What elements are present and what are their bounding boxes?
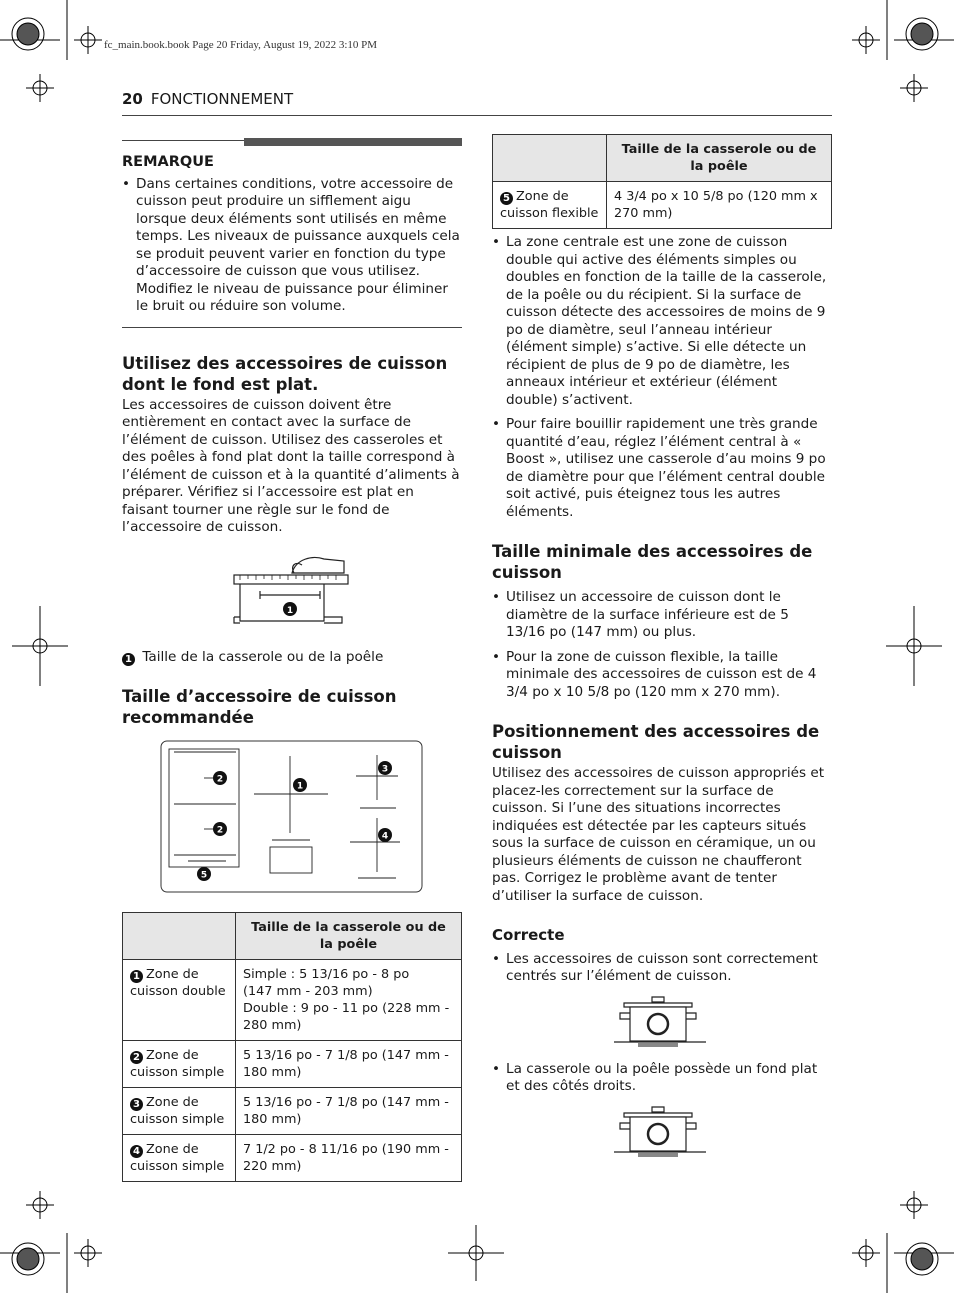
zone-number: 3 <box>130 1098 143 1111</box>
center-zone-list <box>492 234 832 521</box>
flat-heading: Utilisez des accessoires de cuisson dont le fond est plat. <box>122 353 448 394</box>
zone-cell <box>123 960 236 1041</box>
ruler-callout: 1 <box>286 605 294 616</box>
zone-number: 4 <box>130 1145 143 1158</box>
zone-number: 1 <box>130 970 143 983</box>
size-cell <box>236 1088 462 1135</box>
size-cell <box>236 960 462 1041</box>
right-column <box>492 134 832 1161</box>
diagram-label-2b: 2 <box>216 825 224 836</box>
zone-number: 2 <box>130 1051 143 1064</box>
correct-heading: Correcte <box>492 926 565 944</box>
size-line: 7 1/2 po - 8 11/16 po (190 mm - 220 mm) <box>243 1142 449 1174</box>
correct-pot-illustration-1 <box>612 993 708 1051</box>
correct-list-2 <box>492 1061 832 1096</box>
page-header <box>122 90 832 108</box>
diagram-label-4: 4 <box>381 831 389 842</box>
correct-bullet-1: • Les accessoires de cuisson sont correctement centrés sur l’élément de cuisson. <box>492 951 832 986</box>
position-heading: Positionnement des accessoires de cuisson <box>492 722 820 762</box>
note-bar <box>122 138 462 146</box>
left-column <box>122 138 462 1182</box>
minimal-heading: Taille minimale des accessoires de cuisson <box>492 542 813 582</box>
zone-label: Zone de cuisson simple <box>130 1048 225 1080</box>
boost-bullet: • Pour faire bouillir rapidement une très grande quantité d’eau, réglez l’élément central à « Boost », utilisez une casserole d’au moins 9 po de diamètre pour que l’élément central double soit activé, puis éteignez tous les autres éléments. <box>492 416 832 521</box>
zone-label: Zone de cuisson flexible <box>500 189 599 221</box>
zone-cell <box>123 1088 236 1135</box>
page-number: 20 <box>122 90 143 108</box>
zone-label: Zone de cuisson simple <box>130 1095 225 1127</box>
diagram-label-1: 1 <box>296 781 304 792</box>
table-row <box>123 1088 462 1135</box>
size-line: 5 13/16 po - 7 1/8 po (147 mm - 180 mm) <box>243 1048 449 1080</box>
table-row <box>493 182 832 229</box>
size-line: (147 mm - 203 mm) <box>243 984 373 999</box>
size-table-right <box>492 134 832 229</box>
cooktop-diagram <box>160 740 424 894</box>
table-header: Taille de la casserole ou de la poêle <box>607 135 832 182</box>
correct-bullet-2: • La casserole ou la poêle possède un fond plat et des côtés droits. <box>492 1061 832 1096</box>
table-corner <box>493 135 607 182</box>
recommended-heading: Taille d’accessoire de cuisson recommandée <box>122 687 397 727</box>
zone-number: 5 <box>500 192 513 205</box>
legend-marker: 1 <box>122 653 135 666</box>
diagram-label-2a: 2 <box>216 774 224 785</box>
note-list <box>122 176 462 316</box>
note-end-rule <box>122 327 462 328</box>
figure-legend <box>122 649 462 667</box>
size-line: 5 13/16 po - 7 1/8 po (147 mm - 180 mm) <box>243 1095 449 1127</box>
minimal-bullet-2: • Pour la zone de cuisson flexible, la taille minimale des accessoires de cuisson est de 4 3/4 po x 10 5/8 po (120 mm x 270 mm). <box>492 649 832 702</box>
table-row <box>123 960 462 1041</box>
flat-text: Les accessoires de cuisson doivent être entièrement en contact avec la surface de l’élément de cuisson. Utilisez des casseroles et des poêles à fond plat dont la taille correspond à l’élément de cuisson et à la quantité d’aliments à préparer. Vérifiez si l’accessoire est plat en faisant tourner une règle sur le fond de l’accessoire de cuisson. <box>122 396 460 535</box>
ruler-pan-illustration <box>232 551 352 637</box>
zone-label: Zone de cuisson double <box>130 967 226 999</box>
correct-list-1 <box>492 951 832 986</box>
table-corner <box>123 913 236 960</box>
minimal-list <box>492 589 832 701</box>
zone-cell <box>493 182 607 229</box>
size-line: Simple : 5 13/16 po - 8 po <box>243 967 410 982</box>
note-text: • Dans certaines conditions, votre accessoire de cuisson peut produire un sifflement aigu lorsque deux éléments sont utilisés en même temps. Les niveaux de puissance auxquels cela se produit peuvent varier en fonction du type d’accessoire de cuisson que vous utilisez. Modifiez le niveau de puissance pour éliminer le bruit ou réduire son volume. <box>122 176 462 316</box>
section-title: FONCTIONNEMENT <box>150 90 294 108</box>
table-row <box>123 1135 462 1182</box>
correct-pot-illustration-2 <box>612 1103 708 1161</box>
size-line: 4 3/4 po x 10 5/8 po (120 mm x 270 mm) <box>614 189 818 221</box>
size-cell <box>607 182 832 229</box>
table-row <box>123 1041 462 1088</box>
zone-label: Zone de cuisson simple <box>130 1142 225 1174</box>
diagram-label-3: 3 <box>381 764 389 775</box>
minimal-bullet-1: • Utilisez un accessoire de cuisson dont le diamètre de la surface inférieure est de 5 13/16 po (147 mm) ou plus. <box>492 589 832 642</box>
legend-text: Taille de la casserole ou de la poêle <box>142 648 384 665</box>
center-zone-bullet: • La zone centrale est une zone de cuisson double qui active des éléments simples ou doubles en fonction de la taille de la casserole, de la poêle ou du récipient. Si la surface de cuisson détecte des accessoires de moins de 9 po de diamètre, seul l’anneau intérieur (élément simple) s’active. Si elle détecte un récipient de plus de 9 po de diamètre, les anneaux intérieur et extérieur (élément double) s’activent. <box>492 234 832 409</box>
position-text: Utilisez des accessoires de cuisson appropriés et placez-les correctement sur la surface de cuisson. Si l’une des situations incorrectes indiquées est détectée par les capteurs situés sous la surface de cuisson en céramique, un ou plusieurs éléments de cuisson ne chaufferont pas. Corrigez le problème avant de tenter d’utiliser la surface de cuisson. <box>492 765 825 904</box>
diagram-label-5: 5 <box>200 870 208 881</box>
size-cell <box>236 1135 462 1182</box>
header-rule <box>122 115 832 116</box>
note-title: REMARQUE <box>122 154 214 170</box>
zone-cell <box>123 1135 236 1182</box>
size-table-left <box>122 912 462 1182</box>
table-header: Taille de la casserole ou de la poêle <box>236 913 462 960</box>
size-cell <box>236 1041 462 1088</box>
print-header: fc_main.book.book Page 20 Friday, August 19, 2022 3:10 PM <box>104 39 378 51</box>
zone-cell <box>123 1041 236 1088</box>
size-line: Double : 9 po - 11 po (228 mm - 280 mm) <box>243 1001 450 1033</box>
